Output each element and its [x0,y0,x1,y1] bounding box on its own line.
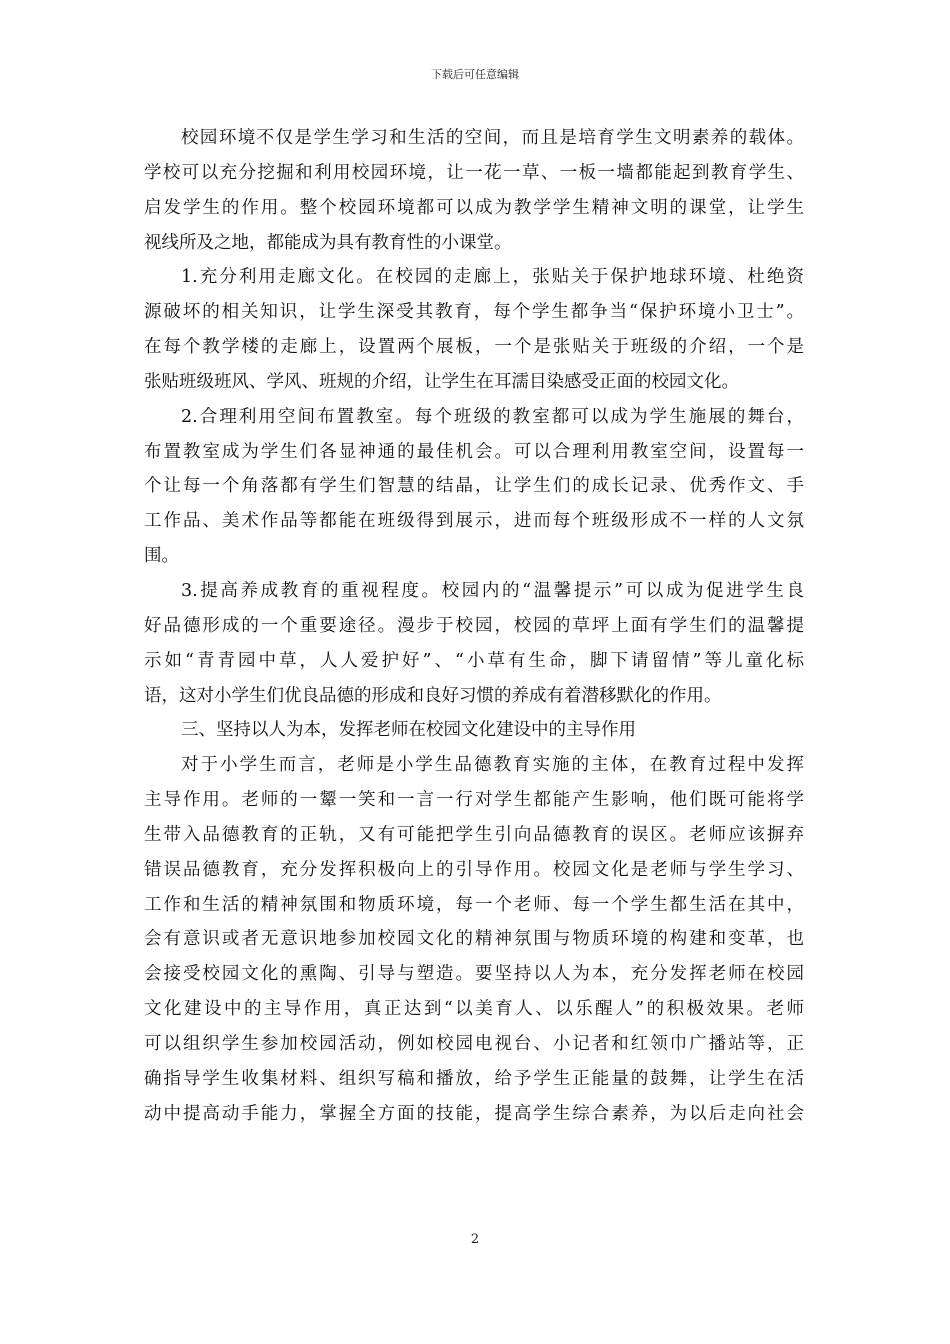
paragraph-line: 源破坏的相关知识，让学生深受其教育，每个学生都争当“保护环境小卫士”。 [144,302,804,323]
paragraph-line: 主导作用。老师的一颦一笑和一言一行对学生都能产生影响，他们既可能将学 [144,790,804,811]
paragraph-line: 动中提高动手能力，掌握全方面的技能，提高学生综合素养，为以后走向社会 [144,1103,804,1124]
paragraph-line: 视线所及之地，都能成为具有教育性的小课堂。 [144,232,512,253]
paragraph-line: 布置教室成为学生们各显神通的最佳机会。可以合理利用教室空间，设置每一 [144,441,804,462]
paragraph-line: 生带入品德教育的正轨，又有可能把学生引向品德教育的误区。老师应该摒弃 [144,824,804,845]
paragraph-line: 个让每一个角落都有学生们智慧的结晶，让学生们的成长记录、优秀作文、手 [144,476,804,497]
paragraph-line: 校园环境不仅是学生学习和生活的空间，而且是培育学生文明素养的载体。 [181,128,804,148]
paragraph-line: 工作品、美术作品等都能在班级得到展示，进而每个班级形成不一样的人文氛 [144,511,804,532]
paragraph-line: 启发学生的作用。整个校园环境都可以成为教学学生精神文明的课堂，让学生 [144,197,804,218]
paragraph-line: 3.提高养成教育的重视程度。校园内的“温馨提示”可以成为促进学生良 [181,580,804,601]
paragraph-line: 工作和生活的精神氛围和物质环境，每一个老师、每一个学生都生活在其中， [144,894,804,915]
paragraph-line: 文化建设中的主导作用，真正达到“以美育人、以乐醒人”的积极效果。老师 [144,999,804,1020]
paragraph-line: 确指导学生收集材料、组织写稿和播放，给予学生正能量的鼓舞，让学生在活 [144,1068,804,1089]
page-number: 2 [470,1232,480,1247]
paragraph-line: 可以组织学生参加校园活动，例如校园电视台、小记者和红领巾广播站等，正 [144,1033,804,1054]
paragraph-line: 围。 [144,546,179,567]
paragraph-line: 2.合理利用空间布置教室。每个班级的教室都可以成为学生施展的舞台， [181,406,804,427]
paragraph-line: 好品德形成的一个重要途径。漫步于校园，校园的草坪上面有学生们的温馨提 [144,615,804,636]
paragraph-line: 在每个教学楼的走廊上，设置两个展板，一个是张贴关于班级的介绍，一个是 [144,337,804,358]
document-body [144,121,804,1131]
paragraph-line: 张贴班级班风、学风、班规的介绍，让学生在耳濡目染感受正面的校园文化。 [144,371,739,392]
page-header: 下载后可任意编辑 [431,68,519,81]
paragraph-line: 1.充分利用走廊文化。在校园的走廊上，张贴关于保护地球环境、杜绝资 [181,267,804,288]
paragraph-line: 语，这对小学生们优良品德的形成和良好习惯的养成有着潜移默化的作用。 [144,685,722,706]
paragraph-line: 会接受校园文化的熏陶、引导与塑造。要坚持以人为本，充分发挥老师在校园 [144,964,804,985]
paragraph-line: 示如“青青园中草，人人爱护好”、“小草有生命，脚下请留情”等儿童化标 [144,650,804,671]
paragraph-line: 错误品德教育，充分发挥积极向上的引导作用。校园文化是老师与学生学习、 [144,859,804,880]
paragraph-line: 学校可以充分挖掘和利用校园环境，让一花一草、一板一墙都能起到教育学生、 [144,162,804,183]
paragraph-line: 对于小学生而言，老师是小学生品德教育实施的主体，在教育过程中发挥 [181,755,804,776]
paragraph-line: 会有意识或者无意识地参加校园文化的精神氛围与物质环境的构建和变革，也 [144,929,804,950]
section-heading: 三、坚持以人为本，发挥老师在校园文化建设中的主导作用 [181,720,636,741]
